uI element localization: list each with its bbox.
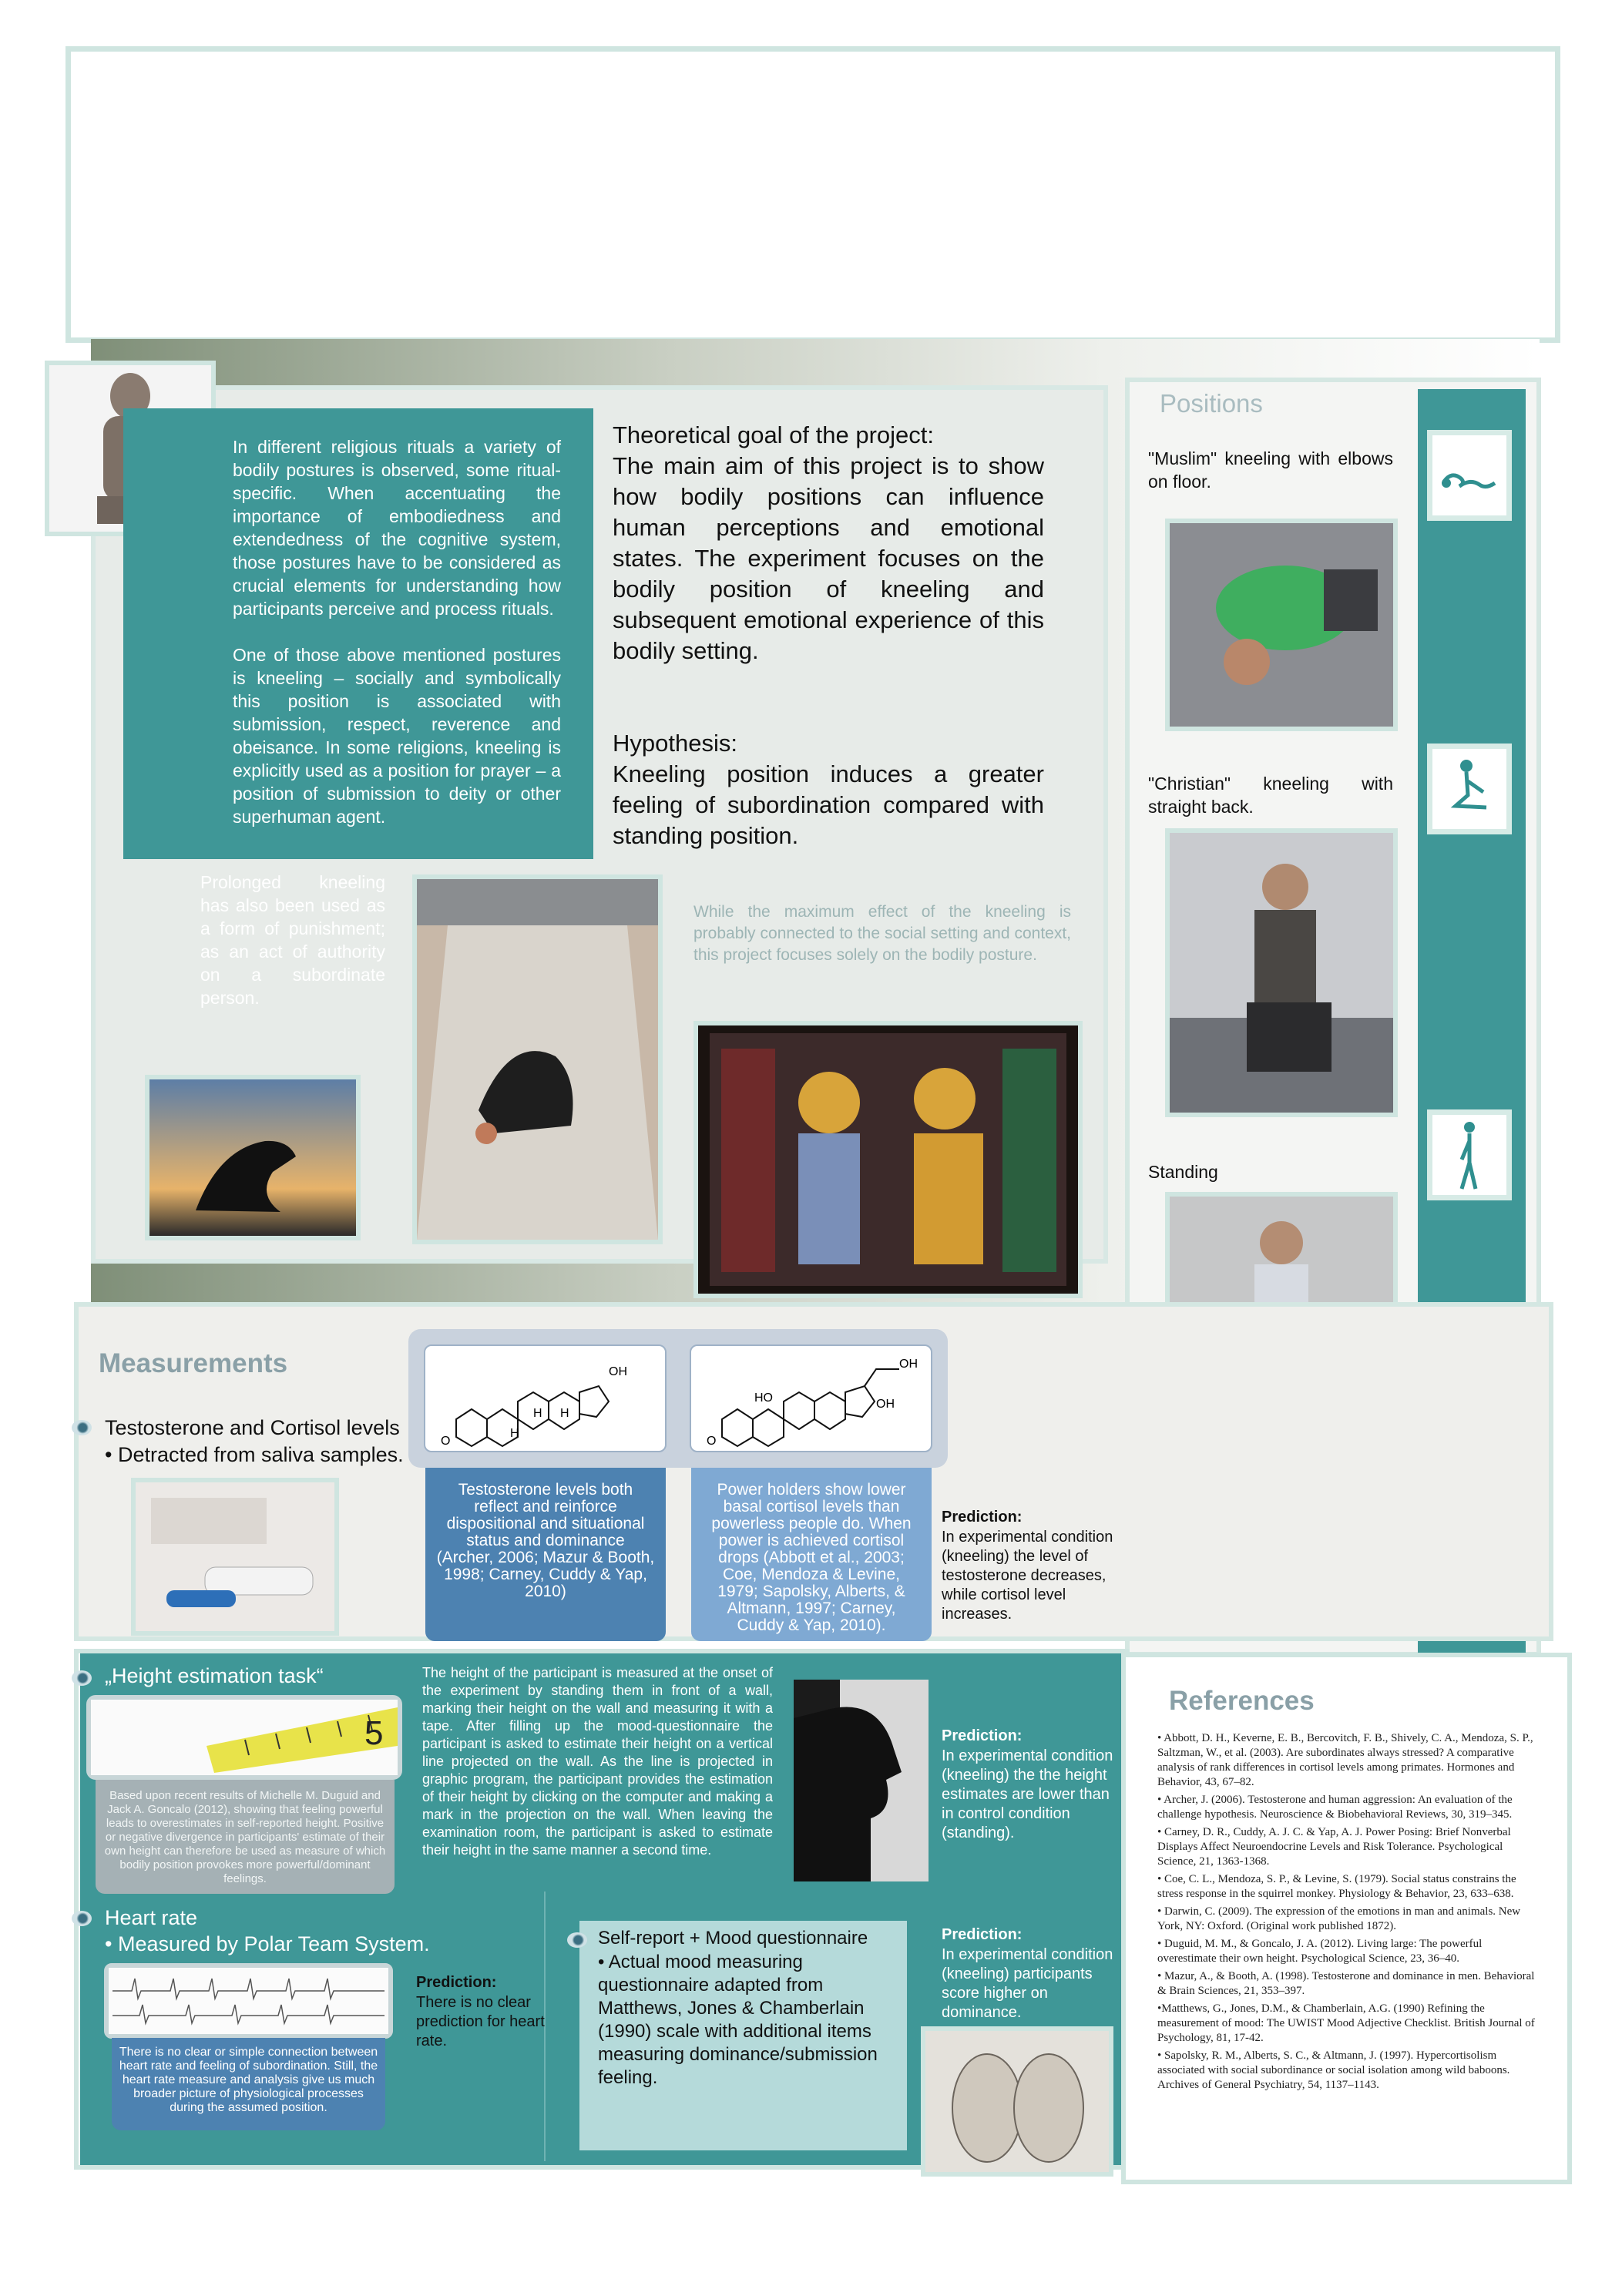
intro-paragraph-1: In different religious rituals a variety of bodily postures is observed, some ritual-specific. When accentuating the importance of embodiedness and extendedness of the cognitive system, those postures have to be considered as crucial elements for understanding how participants perceive and process rituals. — [233, 437, 561, 619]
standing-figure-icon — [1427, 1109, 1512, 1200]
kneeling-silhouette-image — [145, 1075, 361, 1240]
reference-item: • Duguid, M. M., & Goncalo, J. A. (2012). Living large: The powerful overestimate their own height. Psychological Science, 23, 36–40. — [1157, 1938, 1483, 1965]
saliva-sample-image — [131, 1478, 339, 1636]
heart-rate-title: Heart rate — [105, 1906, 198, 1929]
hypothesis-block — [613, 728, 1044, 851]
context-note: While the maximum effect of the kneeling is probably connected to the social setting and context, this project focuses solely on the bodily posture. — [693, 903, 1071, 964]
oh-label: OH — [899, 1358, 918, 1371]
goal-text: The main aim of this project is to show how bodily positions can influence human perceptions and emotional states. The experiment focuses on the bodily position of kneeling and subsequent emotional experience of this bodily setting. — [613, 452, 1044, 664]
reference-item: • Coe, C. L., Mendoza, S. P., & Levine, S. (1979). Social status constrains the stress response in the squirrel monkey. Physiology & Behavior, 23, 633–638. — [1157, 1873, 1516, 1900]
christian-kneeling-photo — [1165, 828, 1398, 1117]
heart-rate-bullet: • Measured by Polar Team System. — [105, 1932, 430, 1955]
heart-bullet-icon — [72, 1911, 92, 1926]
ruler-number: 5 — [364, 1714, 384, 1752]
muslim-kneeling-icon — [1427, 430, 1512, 521]
heart-prediction-text: There is no clear prediction for heart rate. — [416, 1994, 545, 2049]
mood-text: • Actual mood measuring questionnaire adapted from Matthews, Jones & Chamberlain (1990) scale with additional items measuring dominance/submission feeling. — [598, 1952, 878, 2088]
measurements-title: Measurements — [99, 1348, 288, 1378]
hormones-bullet-icon — [72, 1420, 92, 1435]
ecg-image — [104, 1963, 393, 2039]
height-task-description: The height of the participant is measured at the onset of the experiment by standing them in front of a wall, marking their height on the wall and measuring it with a tape. After filling up the mood-questionnaire the participant is asked to estimate their height on a vertical line projected on the wall. As the line is projected in graphic program, the participant provides the estimation of their height by clicking on the computer and making a mark in the projection on the wall. When leaving the examination room, the participant is asked to estimate their height in the same manner a second time. — [422, 1665, 773, 1858]
hormones-bullet: • Detracted from saliva samples. — [105, 1443, 404, 1466]
feet-sketch-image — [921, 2026, 1113, 2177]
height-caption-box: Based upon recent results of Michelle M. Duguid and Jack A. Goncalo (2012), showing that feeling powerful leads to overestimates in self-reported height. Positive or negative divergence in participants' estimate of their own height can therefore be used as measure of which bodily position provokes more powerful/dominant feelings. — [96, 1780, 395, 1894]
muslim-prayer-image — [412, 874, 663, 1244]
testosterone-structure-image — [424, 1344, 667, 1452]
testosterone-info-box: Testosterone levels both reflect and reinforce dispositional and situational status and dominance (Archer, 2006; Mazur & Booth, 1998; Carney, Cuddy & Yap, 2010) — [425, 1468, 666, 1641]
height-prediction-text: In experimental condition (kneeling) the the height estimates are lower than in control condition (standing). — [942, 1747, 1113, 1841]
intro-paragraph-2: One of those above mentioned postures is kneeling – socially and symbolically this position is associated with submission, respect, reverence and obeisance. In some religions, kneeling is explicitly used as a position for prayer – a position of submission to deity or other superhuman agent. — [233, 645, 561, 827]
h-label-3: H — [560, 1407, 569, 1420]
ho-label: HO — [754, 1391, 773, 1405]
muslim-position-label: "Muslim" kneeling with elbows on floor. — [1148, 448, 1393, 492]
christian-position-label: "Christian" kneeling with straight back. — [1148, 774, 1393, 817]
heart-prediction-label: Prediction: — [416, 1974, 497, 1991]
profile-silhouette-image — [794, 1680, 929, 1881]
height-prediction-label: Prediction: — [942, 1727, 1023, 1744]
standing-position-label: Standing — [1148, 1162, 1218, 1182]
oh-label: OH — [609, 1365, 627, 1378]
mood-bullet-icon — [567, 1932, 587, 1948]
reference-item: • Sapolsky, R. M., Alberts, S. C., & Altmann, J. (1997). Hypercortisolism associated with social subordinance or social isolation among wild baboons. Archives of General Psychiatry, 54, 1137–1143. — [1157, 2049, 1510, 2091]
oxygen-label: O — [707, 1435, 717, 1448]
h-label-1: H — [533, 1407, 542, 1420]
muslim-kneeling-photo — [1165, 519, 1398, 731]
reference-item: • Darwin, C. (2009). The expression of the emotions in man and animals. New York, NY: Oxford. (Original work published 1872). — [1157, 1905, 1521, 1932]
intro-paragraph-3: Prolonged kneeling has also been used as a form of punishment; as an act of authority on a subordinate person. — [200, 872, 385, 1008]
hypothesis-text: Kneeling position induces a greater feeling of subordination compared with standing position. — [613, 760, 1044, 849]
hormones-prediction-text: In experimental condition (kneeling) the level of testosterone decreases, while cortisol level increases. — [942, 1529, 1113, 1623]
heart-rate-caption-box: There is no clear or simple connection between heart rate and feeling of subordination. Still, the heart rate measure and analysis give us much broader picture of physiological processes during the assumed position. — [112, 2038, 385, 2130]
hormones-prediction-label: Prediction: — [942, 1509, 1023, 1526]
mood-prediction-label: Prediction: — [942, 1926, 1023, 1943]
christian-kneeling-icon — [1427, 744, 1512, 834]
hormones-title: Testosterone and Cortisol levels — [105, 1416, 400, 1439]
header-frame — [65, 46, 1560, 343]
ruler-image — [86, 1695, 402, 1780]
mood-title: Self-report + Mood questionnaire — [598, 1928, 868, 1949]
cortisol-structure-image — [690, 1344, 932, 1452]
references-title: References — [1169, 1686, 1315, 1716]
reference-item: •Matthews, G., Jones, D.M., & Chamberlain, A.G. (1990) Refining the measurement of mood: The UWIST Mood Adjective Checklist. British Journal of Psychology, 81, 17-42. — [1157, 2002, 1535, 2044]
cortisol-info-box: Power holders show lower basal cortisol levels than powerless people do. When power is achieved cortisol drops (Abbott et al., 2003; Coe, Mendoza & Levine, 1979; Sapolsky, Alberts, & Altmann, 1997; Carney, Cuddy & Yap, 2010). — [691, 1468, 932, 1641]
reference-item: • Carney, D. R., Cuddy, A. J. C. & Yap, A. J. Power Posing: Brief Nonverbal Displays Affect Neuroendocrine Levels and Risk Tolerance. Psychological Science, 21, 1363-1368. — [1157, 1826, 1511, 1868]
positions-title: Positions — [1160, 389, 1263, 418]
goal-heading: Theoretical goal of the project: — [613, 421, 935, 448]
reference-item: • Abbott, D. H., Keverne, E. B., Bercovitch, F. B., Shively, C. A., Mendoza, S. P., Saltzman, W., et al. (2003). Are subordinates always stressed? A comparative analysis of rank differences in cortisol levels among primates. Hormones and Behavior, 43, 67–82. — [1157, 1732, 1533, 1788]
mood-prediction-text: In experimental condition (kneeling) participants score higher on dominance. — [942, 1946, 1113, 2021]
h-label-2: H — [510, 1427, 519, 1440]
height-bullet-icon — [72, 1670, 92, 1686]
goal-block — [613, 420, 1044, 666]
hypothesis-heading: Hypothesis: — [613, 730, 737, 757]
height-task-title: „Height estimation task“ — [105, 1664, 324, 1687]
oh-label-2: OH — [876, 1398, 895, 1411]
reference-item: • Archer, J. (2006). Testosterone and human aggression: An evaluation of the challenge hypothesis. Neuroscience & Biobehavioral Reviews, 30, 319–345. — [1157, 1794, 1513, 1821]
reference-item: • Mazur, A., & Booth, A. (1998). Testosterone and dominance in men. Behavioral & Brain Sciences, 21, 353–397. — [1157, 1970, 1535, 1997]
references-list — [1157, 1731, 1535, 2096]
oxygen-label: O — [441, 1435, 451, 1448]
stained-glass-image — [693, 1021, 1083, 1298]
intro-box — [123, 408, 593, 859]
